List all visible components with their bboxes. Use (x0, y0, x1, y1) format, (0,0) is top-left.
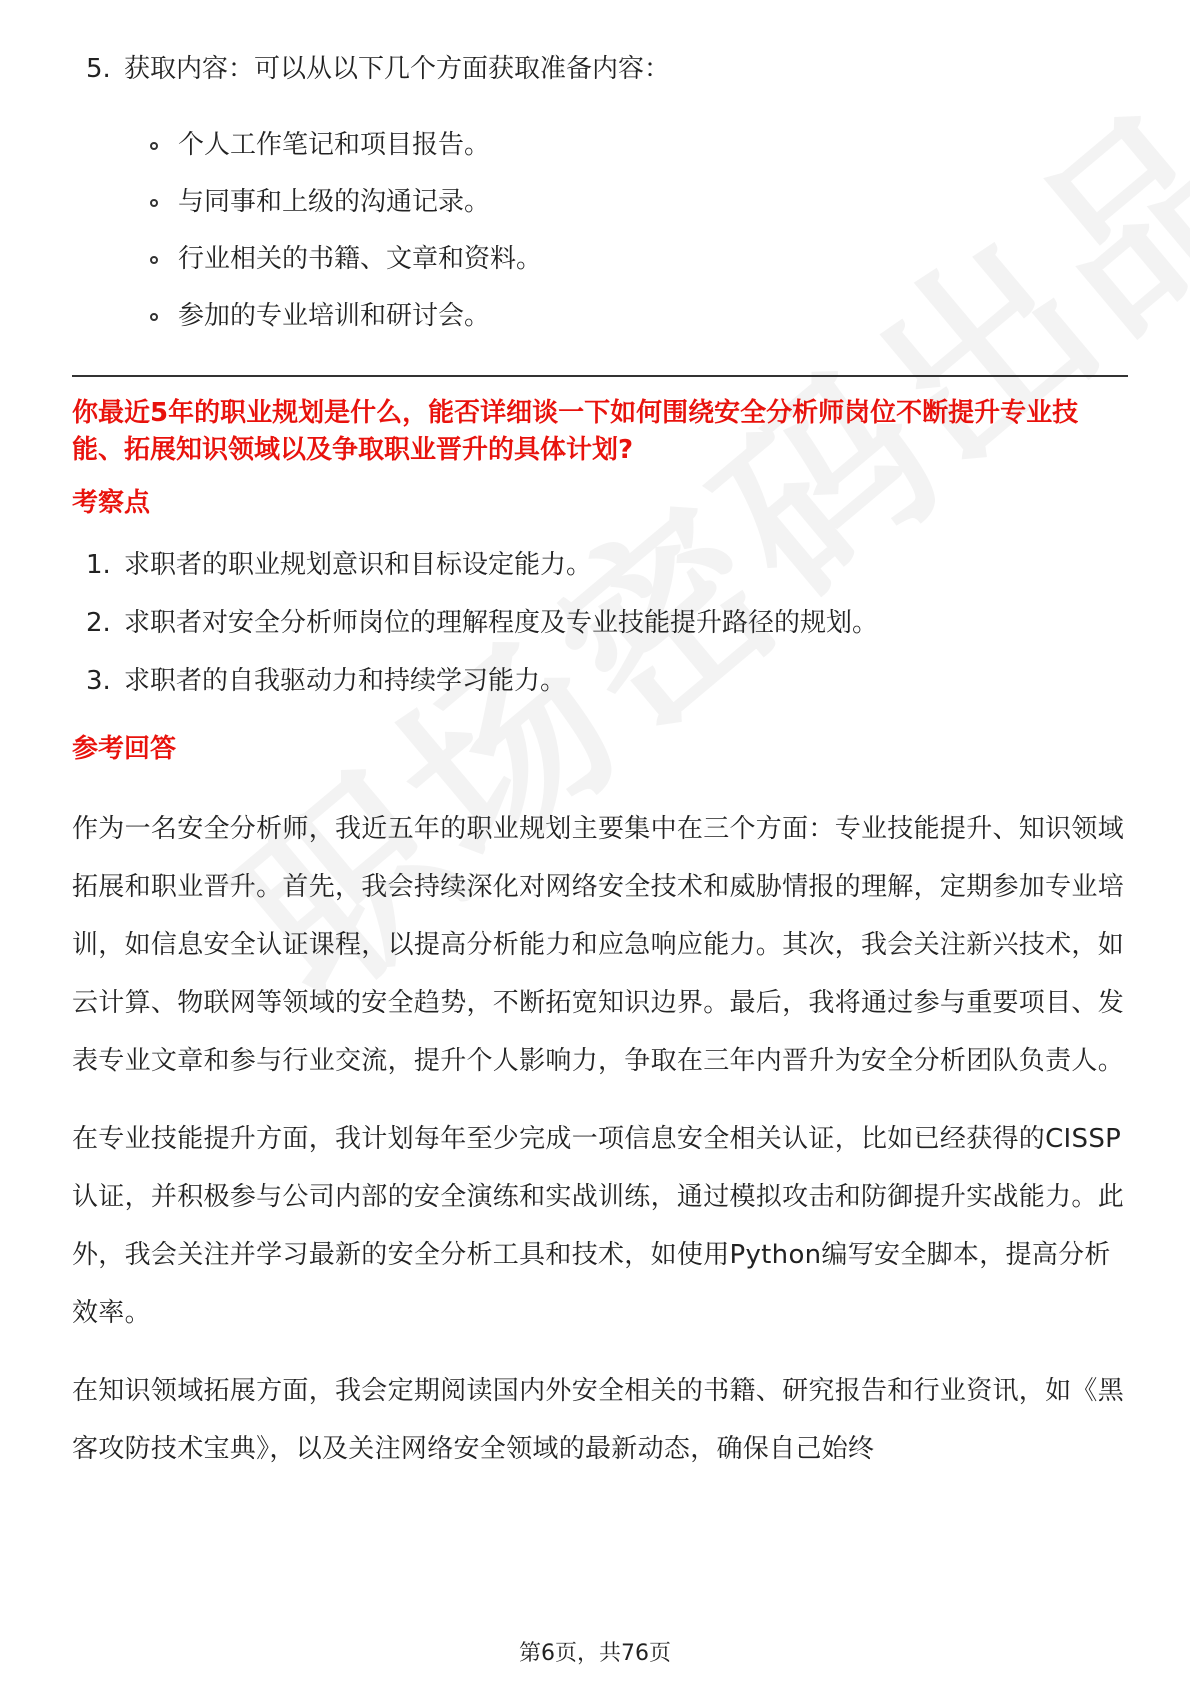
source-text: 参加的专业培训和研讨会。 (178, 301, 491, 331)
assessment-number: 3. (86, 666, 111, 696)
assessment-number: 2. (86, 608, 111, 638)
assessment-item (72, 606, 1128, 640)
answer-heading: 参考回答 (72, 734, 177, 764)
interview-question: 你最近5年的职业规划是什么，能否详细谈一下如何围绕安全分析师岗位不断提升专业技能、拓展知识领域以及争取职业晋升的具体计划? (72, 398, 1079, 465)
assessment-text: 求职者的职业规划意识和目标设定能力。 (124, 550, 593, 580)
source-list-item (72, 242, 1128, 276)
assessment-item (72, 664, 1128, 698)
answer-paragraph: 作为一名安全分析师，我近五年的职业规划主要集中在三个方面：专业技能提升、知识领域拓展和职业晋升。首先，我会持续深化对网络安全技术和威胁情报的理解，定期参加专业培训，如信息安全认证课程，以提高分析能力和应急响应能力。其次，我会关注新兴技术，如云计算、物联网等领域的安全趋势，不断拓宽知识边界。最后，我将通过参与重要项目、发表专业文章和参与行业交流，提升个人影响力，争取在三年内晋升为安全分析团队负责人。 (72, 814, 1125, 1076)
list-item-get-content (72, 52, 1128, 86)
answer-paragraph: 在专业技能提升方面，我计划每年至少完成一项信息安全相关认证，比如已经获得的CISSP认证，并积极参与公司内部的安全演练和实战训练，通过模拟攻击和防御提升实战能力。此外，我会关注并学习最新的安全分析工具和技术，如使用Python编写安全脚本，提高分析效率。 (72, 1124, 1125, 1328)
list-item-number: 5. (86, 54, 111, 84)
source-text: 行业相关的书籍、文章和资料。 (178, 244, 543, 274)
circle-bullet-icon (150, 313, 158, 321)
assessment-text: 求职者的自我驱动力和持续学习能力。 (124, 666, 567, 696)
circle-bullet-icon (150, 199, 158, 207)
circle-bullet-icon (150, 142, 158, 150)
assessment-number: 1. (86, 550, 111, 580)
document-page (72, 52, 1128, 1498)
assessment-list (72, 548, 1128, 698)
assessment-item (72, 548, 1128, 582)
assessment-text: 求职者对安全分析师岗位的理解程度及专业技能提升路径的规划。 (124, 608, 879, 638)
list-item-text: 获取内容：可以从以下几个方面获取准备内容： (124, 54, 671, 84)
circle-bullet-icon (150, 256, 158, 264)
section-divider (72, 375, 1128, 377)
answer-paragraph: 在知识领域拓展方面，我会定期阅读国内外安全相关的书籍、研究报告和行业资讯，如《黑客攻防技术宝典》，以及关注网络安全领域的最新动态，确保自己始终 (72, 1376, 1125, 1464)
source-text: 个人工作笔记和项目报告。 (178, 130, 491, 160)
page-footer: 第6页，共76页 (519, 1641, 671, 1666)
source-list (72, 128, 1128, 333)
source-list-item (72, 299, 1128, 333)
assessment-heading: 考察点 (72, 488, 151, 518)
source-list-item (72, 185, 1128, 219)
source-list-item (72, 128, 1128, 162)
source-text: 与同事和上级的沟通记录。 (178, 187, 491, 217)
